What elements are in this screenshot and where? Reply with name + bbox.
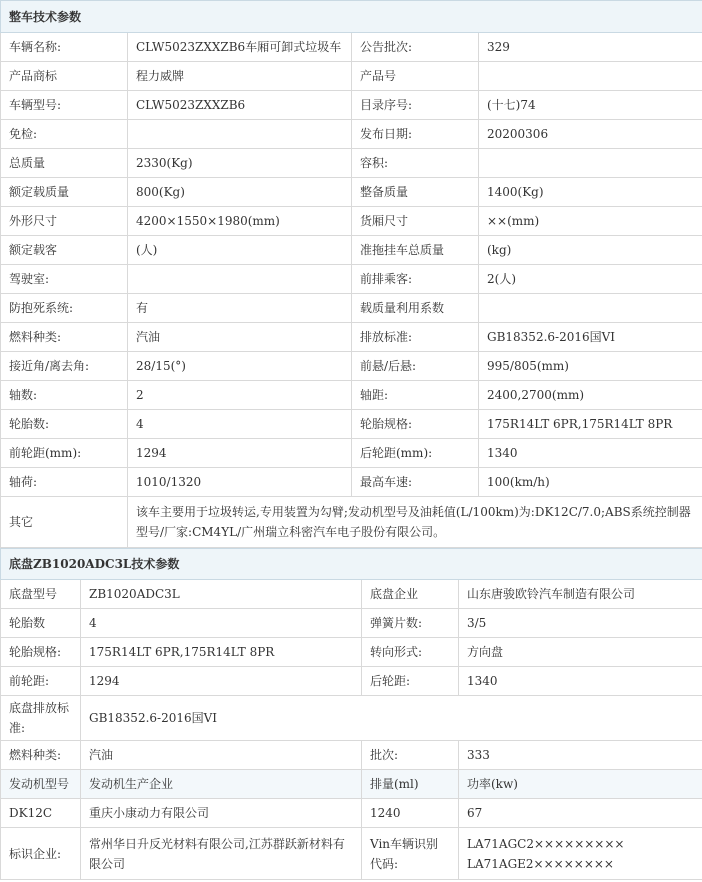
table-row [1,468,702,497]
column-header: 发动机生产企业 [81,770,362,799]
param-label: 货厢尺寸 [352,207,479,236]
column-header: 发动机型号 [1,770,81,799]
table-row [1,638,702,667]
param-label: 底盘企业 [362,580,459,609]
table-row [1,178,702,207]
param-label: 后轮距(mm): [352,439,479,468]
param-label: 额定载客 [1,236,128,265]
param-value: 常州华日升反光材料有限公司,江苏群跃新材料有限公司 [81,828,362,880]
param-value: ××(mm) [479,207,702,236]
param-label: 后轮距: [362,667,459,696]
table-row [1,352,702,381]
param-label: 轮胎规格: [352,410,479,439]
param-value: 2(人) [479,265,702,294]
param-value: 4200×1550×1980(mm) [128,207,352,236]
table-row [1,294,702,323]
param-label: 轮胎数 [1,609,81,638]
table-row [1,236,702,265]
param-label: 底盘排放标准: [1,696,81,741]
param-value: 20200306 [479,120,702,149]
param-value: 汽油 [81,741,362,770]
table-row [1,667,702,696]
table-row [1,410,702,439]
param-value: 山东唐骏欧铃汽车制造有限公司 [459,580,702,609]
param-value: 1340 [459,667,702,696]
param-value: 1294 [81,667,362,696]
param-value: 28/15(°) [128,352,352,381]
param-value: 4 [81,609,362,638]
table-row [1,580,702,609]
param-label: 轴荷: [1,468,128,497]
param-value: ZB1020ADC3L [81,580,362,609]
param-label: 前轮距: [1,667,81,696]
param-label: 轮胎规格: [1,638,81,667]
param-label: 其它 [1,497,128,548]
column-header: 排量(ml) [362,770,459,799]
param-value: GB18352.6-2016国VI [479,323,702,352]
param-label: 批次: [362,741,459,770]
param-value: 有 [128,294,352,323]
column-header: 功率(kw) [459,770,702,799]
param-label: 底盘型号 [1,580,81,609]
engine-value: DK12C [1,799,81,828]
engine-header-row [1,770,702,799]
param-value: 1010/1320 [128,468,352,497]
param-value: (十七)74 [479,91,702,120]
engine-value: 1240 [362,799,459,828]
other-description: 该车主要用于垃圾转运,专用装置为勾臂;发动机型号及油耗值(L/100km)为:DK12C/7.0;ABS系统控制器型号/厂家:CM4YL/广州瑞立科密汽车电子股份有限公司。 [128,497,702,548]
param-value: 175R14LT 6PR,175R14LT 8PR [479,410,702,439]
param-label: 最高车速: [352,468,479,497]
param-value: 2330(Kg) [128,149,352,178]
chassis-params-table [0,548,702,880]
param-label: 产品号 [352,62,479,91]
param-value [479,149,702,178]
param-value [128,265,352,294]
table-row [1,609,702,638]
param-label: 燃料种类: [1,741,81,770]
param-label: 总质量 [1,149,128,178]
param-label: 公告批次: [352,33,479,62]
table-row [1,696,702,741]
param-label: 目录序号: [352,91,479,120]
param-label: 排放标准: [352,323,479,352]
table-row [1,207,702,236]
param-value [128,120,352,149]
param-label: 准拖挂车总质量 [352,236,479,265]
param-label: 燃料种类: [1,323,128,352]
param-label: 弹簧片数: [362,609,459,638]
vehicle-section-title: 整车技术参数 [1,1,702,33]
param-value: CLW5023ZXXZB6 [128,91,352,120]
param-value: 4 [128,410,352,439]
param-label: 驾驶室: [1,265,128,294]
param-value [479,294,702,323]
mark-row [1,828,702,880]
chassis-section-title: 底盘ZB1020ADC3L技术参数 [1,549,702,580]
param-value: (kg) [479,236,702,265]
param-value: 800(Kg) [128,178,352,207]
table-row [1,323,702,352]
table-row [1,91,702,120]
param-label: 前轮距(mm): [1,439,128,468]
param-value: 1294 [128,439,352,468]
param-label: 产品商标 [1,62,128,91]
table-row [1,33,702,62]
param-value: 汽油 [128,323,352,352]
param-label: 载质量利用系数 [352,294,479,323]
param-value [479,62,702,91]
param-value: 329 [479,33,702,62]
param-label: 车辆型号: [1,91,128,120]
table-row [1,62,702,91]
param-value: GB18352.6-2016国VI [81,696,702,741]
param-label: 轴距: [352,381,479,410]
param-value: 2 [128,381,352,410]
table-row [1,439,702,468]
param-label: 前悬/后悬: [352,352,479,381]
param-label: 标识企业: [1,828,81,880]
param-value: 333 [459,741,702,770]
param-label: 发布日期: [352,120,479,149]
param-value: (人) [128,236,352,265]
param-value: 1340 [479,439,702,468]
table-row [1,741,702,770]
table-row [1,149,702,178]
param-label: Vin车辆识别代码: [362,828,459,880]
param-value: 2400,2700(mm) [479,381,702,410]
param-value: 3/5 [459,609,702,638]
param-label: 防抱死系统: [1,294,128,323]
param-label: 轮胎数: [1,410,128,439]
table-row [1,265,702,294]
table-row [1,497,702,548]
param-value: CLW5023ZXXZB6车厢可卸式垃圾车 [128,33,352,62]
engine-row [1,799,702,828]
table-row [1,120,702,149]
engine-value: 重庆小康动力有限公司 [81,799,362,828]
param-value: 100(km/h) [479,468,702,497]
param-label: 轴数: [1,381,128,410]
param-label: 整备质量 [352,178,479,207]
param-label: 车辆名称: [1,33,128,62]
param-value: 程力威牌 [128,62,352,91]
table-row [1,381,702,410]
param-value: LA71AGC2××××××××× LA71AGE2×××××××× [459,828,702,880]
param-label: 额定载质量 [1,178,128,207]
param-label: 前排乘客: [352,265,479,294]
param-value: 方向盘 [459,638,702,667]
param-label: 转向形式: [362,638,459,667]
param-label: 外形尺寸 [1,207,128,236]
param-value: 175R14LT 6PR,175R14LT 8PR [81,638,362,667]
param-label: 免检: [1,120,128,149]
param-label: 接近角/离去角: [1,352,128,381]
param-value: 1400(Kg) [479,178,702,207]
param-value: 995/805(mm) [479,352,702,381]
engine-value: 67 [459,799,702,828]
param-label: 容积: [352,149,479,178]
